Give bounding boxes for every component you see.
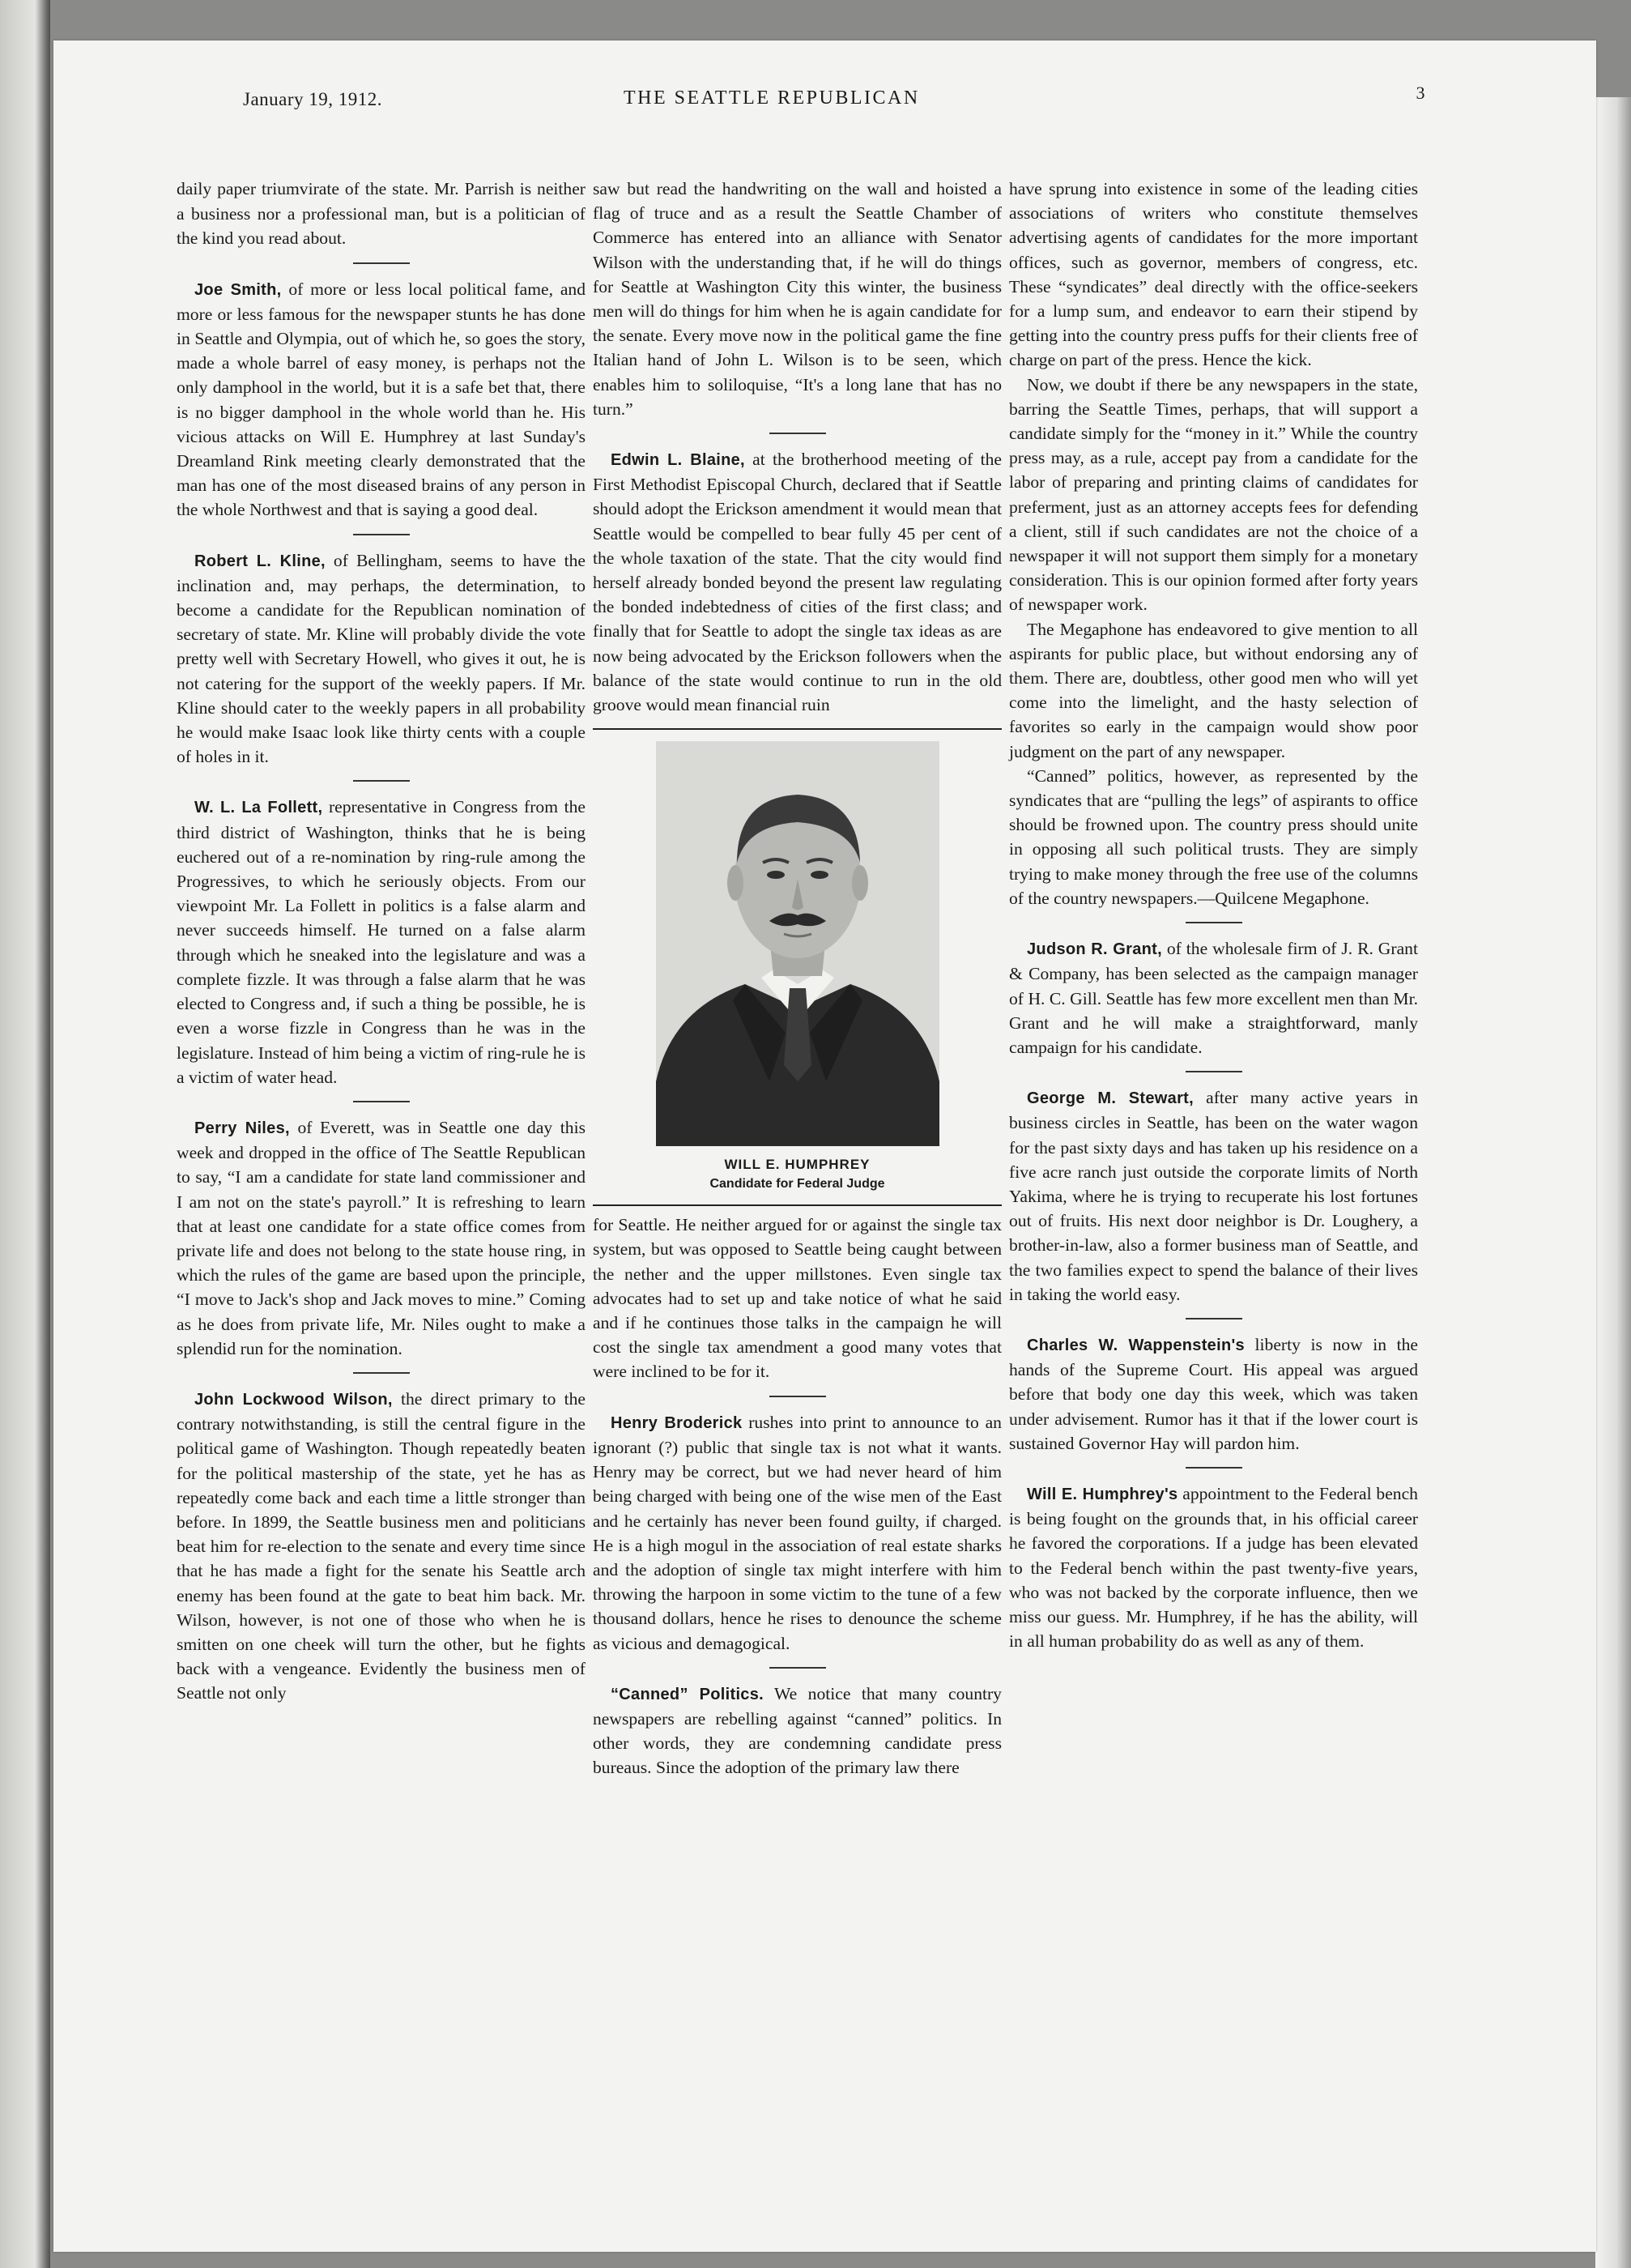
article-paragraph: daily paper triumvirate of the state. Mr. Parrish is neither a business nor a professional man, but is a politician of the kind you read about. xyxy=(177,179,586,249)
article-lead: Charles W. Wappenstein's xyxy=(1027,1336,1245,1354)
page-number: 3 xyxy=(1416,83,1425,103)
article-paragraph: Robert L. Kline, of Bellingham, seems to have the inclination and, may perhaps, the determination, to become a candidate for the Republican nomination of secretary of state. Mr. Kline will probably divide the vote pretty well with Secretary Howell, who gives it out, he is not catering for the support of the weekly papers. If Mr. Kline should cater to the weekly papers in all probability he would make Isaac look like thirty cents with a couple of holes in it. xyxy=(177,550,586,767)
photo-caption-subtitle: Candidate for Federal Judge xyxy=(709,1177,885,1192)
article-lead: John Lockwood Wilson, xyxy=(194,1390,393,1409)
article-paragraph: Joe Smith, of more or less local political fame, and more or less famous for the newspaper stunts he has done in Seattle and Olympia, out of which he, so goes the story, made a whole barrel of easy money, is perhaps not the only damphool in the world, but it is a safe bet that, there is no bigger damphool in the whole world than he. His vicious attacks on Will E. Humphrey at last Sunday's Dreamland Rink meeting clearly demonstrated that the man has one of the most diseased brains of any person in the whole Northwest and that is saying a good deal. xyxy=(177,279,586,520)
article-paragraph: Judson R. Grant, of the wholesale firm of J. R. Grant & Company, has been selected as the campaign manager of H. C. Gill. Seattle has few more excellent men than Mr. Grant and he will make a straightforward, manly campaign for his candidate. xyxy=(1009,939,1418,1057)
column-3 xyxy=(1009,177,1418,1653)
scan-edge-left xyxy=(0,0,50,2268)
article-paragraph: saw but read the handwriting on the wall and hoisted a flag of truce and as a result the Seattle Chamber of Commerce has entered into an alliance with Senator Wilson with the understanding that, if he will do things for Seattle at Washington City this winter, the business men will do things for him when he is again candidate for the senate. Every move now in the political game the fine Italian hand of John L. Wilson is to be seen, which enables him to soliloquise, “It's a long lane that has no turn.” xyxy=(593,179,1002,419)
article-lead: Judson R. Grant, xyxy=(1027,940,1162,959)
column-separator xyxy=(1186,1071,1242,1072)
article-lead: W. L. La Follett, xyxy=(194,799,323,817)
article-lead: Perry Niles, xyxy=(194,1119,290,1137)
article-paragraph: for Seattle. He neither argued for or against the single tax system, but was opposed to Seattle being caught between the nether and the upper millstones. Even single tax advocates had to set up and take notice of what he said and if he continues those talks in the campaign he will cost the single tax amendment a good many votes that were inclined to be for it. xyxy=(593,1215,1002,1382)
article-paragraph: Will E. Humphrey's appointment to the Federal bench is being fought on the grounds that, in his official career he favored the corporations. If a judge has been elevated to the Federal bench within the past twenty-five years, who was not backed by the corporate influence, then we miss our guess. Mr. Humphrey, if he has the ability, will in all human probability do as well as any of them. xyxy=(1009,1483,1418,1652)
article-paragraph: Now, we doubt if there be any newspapers in the state, barring the Seattle Times, perhaps, that will support a candidate simply for the “money in it.” While the country press may, as a rule, accept pay from a candidate for the labor of preparing and printing claims of candidates for preferment, just as an attorney accepts fees for defending a client, still if such candidates are not the choice of a newspaper it will not support them simply for a monetary consideration. This is our opinion formed after forty years of newspaper work. xyxy=(1009,374,1418,615)
column-separator xyxy=(353,1101,410,1102)
article-paragraph: George M. Stewart, after many active years in business circles in Seattle, has been on the water wagon for the past sixty days and has taken up his residence on a five acre ranch just outside the corporate limits of North Yakima, where he is trying to recuperate his lost fortunes out of fruits. His next door neighbor is Dr. Loughery, a brother-in-law, also a former business man of Seattle, and the two families expect to spend the balance of their lives in taking the world easy. xyxy=(1009,1088,1419,1304)
column-separator xyxy=(1186,922,1242,923)
portrait-box xyxy=(593,728,1002,1206)
photo-caption-name: WILL E. HUMPHREY xyxy=(724,1157,871,1173)
paper-title: THE SEATTLE REPUBLICAN xyxy=(624,87,920,109)
column-separator xyxy=(353,534,410,535)
column-separator xyxy=(353,262,410,264)
column-2 xyxy=(593,177,1002,1780)
article-lead: Joe Smith, xyxy=(194,280,282,299)
article-paragraph: “Canned” politics, however, as represented by the syndicates that are “pulling the legs” of aspirants to office should be frowned upon. The country press should unite in opposing all such political trusts. They are simply trying to make money through the free use of the columns of the country newspapers.—Quilcene Megaphone. xyxy=(1009,765,1418,908)
article-paragraph: Edwin L. Blaine, at the brotherhood meeting of the First Methodist Episcopal Church, declared that if Seattle should adopt the Erickson amendment it would mean that Seattle would be compelled to bear fully 45 per cent of the whole taxation of the state. That the city would find herself already bonded beyond the present law regulating the bonded indebtedness of cities of the first class; and finally that for Seattle to adopt the single tax ideas as are now being advocated by the Erickson followers when the balance of the state would continue to run in the old groove would mean financial ruin xyxy=(593,450,1002,715)
scan-edge-right xyxy=(1595,97,1631,2268)
article-paragraph: Henry Broderick rushes into print to announce to an ignorant (?) public that single tax is not what it wants. Henry may be correct, but we had never heard of him being charged with being one of the wise men of the East and he certainly has never been found guilty, if charged. He is a high mogul in the association of real estate sharks and the adoption of single tax might interfere with him throwing the harpoon in some victim to the tune of a few thousand dollars, hence he rises to denounce the scheme as vicious and demagogical. xyxy=(593,1412,1002,1653)
article-lead: Edwin L. Blaine, xyxy=(611,451,745,470)
column-separator xyxy=(1186,1318,1242,1319)
portrait-photo xyxy=(656,741,939,1146)
masthead xyxy=(243,83,1425,125)
article-lead: Robert L. Kline, xyxy=(194,552,326,570)
article-paragraph: W. L. La Follett, representative in Congress from the third district of Washington, thinks that he is being euchered out of a re-nomination by ring-rule among the Progressives, to which he seriously objects. From our viewpoint Mr. La Follett in politics is a false alarm and never succeeds himself. He turned on a false alarm through which he sneaked into the legislature and was a complete fizzle. It was through a false alarm that he was elected to Congress and, if such a thing be possible, he is even a worse fizzle in Congress than he was in the legislature. Instead of him being a victim of ring-rule he is a victim of water head. xyxy=(177,797,586,1087)
article-paragraph: The Megaphone has endeavored to give mention to all aspirants for public place, but without endorsing any of them. There are, doubtless, other good men who will yet come into the limelight, and the hasty selection of favorites so early in the campaign would show poor judgment on the part of any newspaper. xyxy=(1009,619,1418,761)
article-paragraph: John Lockwood Wilson, the direct primary to the contrary notwithstanding, is still the central figure in the political game of Washington. Though repeatedly beaten for the political mastership of the state, yet he has as repeatedly come back and each time a little stronger than before. In 1899, the Seattle business men and politicians beat him for re-election to the senate and every time since that he has made a fight for the senate his Seattle arch enemy has been found at the gate to beat him back. Mr. Wilson, however, is not one of those who when he is smitten on one cheek will turn the other, but he fights back with a vengeance. Evidently the business men of Seattle not only xyxy=(177,1388,586,1703)
column-1 xyxy=(177,177,586,1706)
article-lead: “Canned” Politics. xyxy=(611,1685,764,1703)
column-separator xyxy=(353,1372,410,1374)
column-separator xyxy=(769,1396,826,1397)
column-separator xyxy=(769,433,826,434)
column-separator xyxy=(769,1667,826,1669)
column-separator xyxy=(353,780,410,782)
article-lead: George M. Stewart, xyxy=(1027,1089,1194,1108)
article-lead: Henry Broderick xyxy=(611,1413,743,1432)
issue-date: January 19, 1912. xyxy=(243,89,383,109)
column-separator xyxy=(1186,1467,1242,1469)
article-paragraph: Perry Niles, of Everett, was in Seattle one day this week and dropped in the office of The Seattle Republican to say, “I am a candidate for state land commissioner and I am not on the state's payroll.” It is refreshing to learn that at least one candidate for a state office comes from private life and does not belong to the state house ring, in which the rules of the game are based upon the principle, “I move to Jack's shop and Jack moves to mine.” Coming as he does from private life, Mr. Niles ought to make a splendid run for the nomination. xyxy=(177,1117,586,1358)
article-paragraph: have sprung into existence in some of the leading cities associations of writers who constitute themselves advertising agents of candidates for the more important offices, such as governor, members of congress, etc. These “syndicates” deal directly with the office-seekers for a lump sum, and endeavor to earn their stipend by getting into the country press puffs for their clients free of charge on part of the press. Hence the kick. xyxy=(1009,179,1418,370)
article-paragraph: “Canned” Politics. We notice that many country newspapers are rebelling against “canned” politics. In other words, they are condemning candidate press bureaus. Since the adoption of the primary law there xyxy=(593,1683,1002,1778)
article-paragraph: Charles W. Wappenstein's liberty is now in the hands of the Supreme Court. His appeal was argued before that body one day this week, which was taken under advisement. Rumor has it that if the lower court is sustained Governor Hay will pardon him. xyxy=(1009,1334,1418,1453)
article-lead: Will E. Humphrey's xyxy=(1027,1485,1178,1503)
